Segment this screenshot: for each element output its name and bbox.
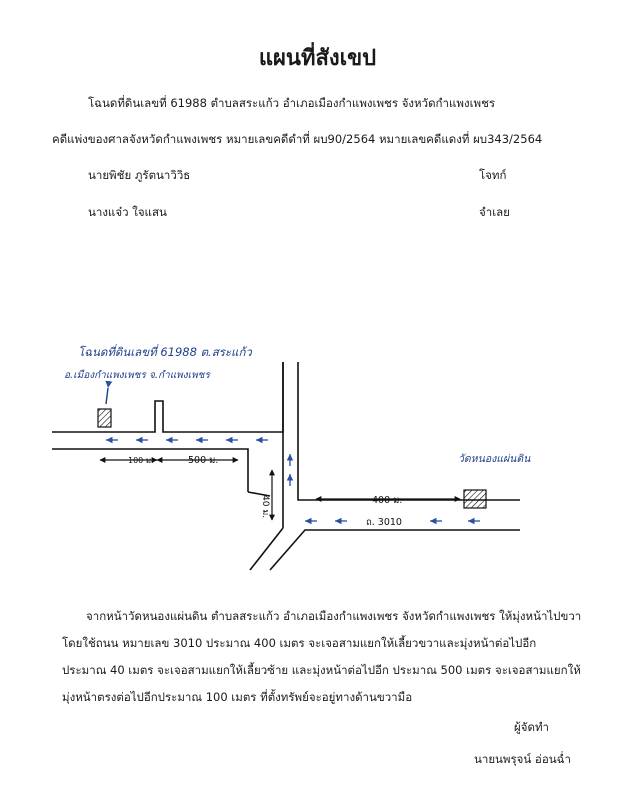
dist-500-label: 500 ม. <box>188 455 219 466</box>
defendant-role: จำเลย <box>479 205 510 219</box>
plot-label-line1: โฉนดที่ดินเลขที่ 61988 ต.สระแก้ว <box>78 345 252 359</box>
plot-label-line2: อ.เมืองกำแพงเพชร จ.กำแพงเพชร <box>64 370 210 381</box>
page-title: แผนที่สังเขป <box>258 46 377 71</box>
defendant-name: นางแจ๋ว ใจแสน <box>88 205 167 219</box>
road-3010-label: ถ. 3010 <box>366 517 402 528</box>
case-line: คดีแพ่งของศาลจังหวัดกำแพงเพชร หมายเลขคดีดำที่ ผบ90/2564 หมายเลขคดีแดงที่ ผบ343/2564 <box>52 132 543 146</box>
plaintiff-role: โจทก์ <box>479 168 507 182</box>
dist-40-label: 40 ม. <box>260 495 270 519</box>
direction-description: จากหน้าวัดหนองแผ่นดิน ตำบลสระแก้ว อำเภอเมืองกำแพงเพชร จังหวัดกำแพงเพชร ให้มุ่งหน้าไปขวาโดยใช้ถนน หมายเลข 3010 ประมาณ 400 เมตร จะเจอสามแยกให้เลี้ยวขวาและมุ่งหน้าต่อไปอีก ประมาณ 40 เมตร จะเจอสามแยกให้เลี้ยวซ้าย และมุ่งหน้าต่อไปอีก ประมาณ 500 เมตร จะเจอสามแยกให้มุ่งหน้าตรงต่อไปอีกประมาณ 100 เมตร ที่ตั้งทรัพย์จะอยู่ทางด้านขวามือ <box>62 609 582 704</box>
deed-line: โฉนดที่ดินเลขที่ 61988 ตำบลสระแก้ว อำเภอเมืองกำแพงเพชร จังหวัดกำแพงเพชร <box>88 96 496 110</box>
temple-marker <box>464 490 486 508</box>
dist-400-label: 400 ม. <box>372 495 403 506</box>
temple-label: วัดหนองแผ่นดิน <box>458 453 531 465</box>
road-outlines <box>52 362 520 570</box>
plaintiff-name: นายพิชัย ภูรัตนาวิวิธ <box>88 168 191 182</box>
dist-100-label: 100 ม. <box>128 456 154 465</box>
signature-name: นายนพรุจน์ อ่อนฉ่ำ <box>474 752 571 766</box>
land-plot-marker <box>98 409 111 427</box>
signature-role: ผู้จัดทำ <box>514 720 549 734</box>
route-arrows <box>106 440 480 521</box>
